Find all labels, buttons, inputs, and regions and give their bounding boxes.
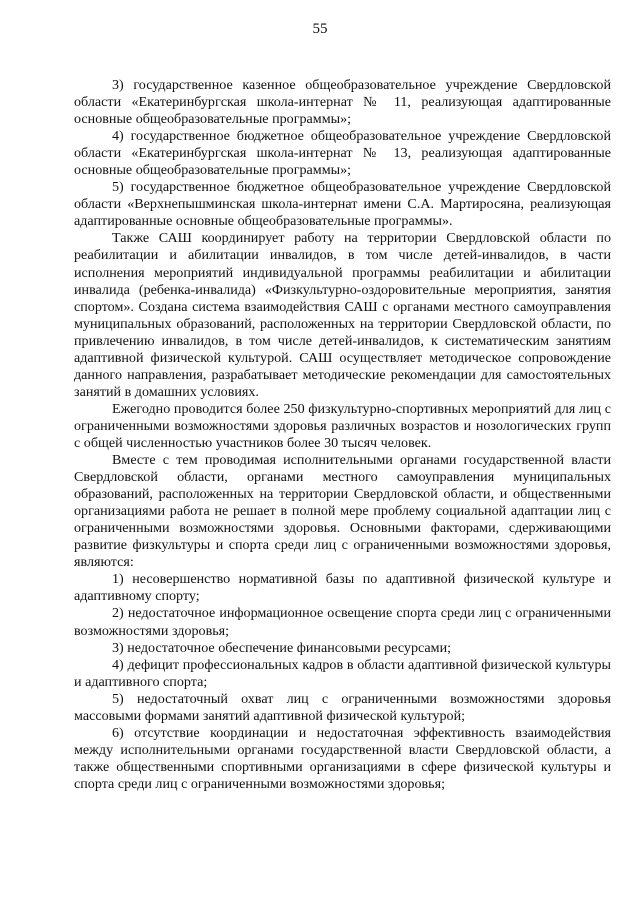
body-text [74,77,611,793]
factor-item-5: 5) недостаточный охват лиц с ограниченными возможностями здоровья массовыми формами занятий адаптивной физической культурой; [74,690,611,724]
page-number: 55 [312,21,328,37]
paragraph-annual-events: Ежегодно проводится более 250 физкультурно-спортивных мероприятий для лиц с ограниченными возможностями здоровья различных возрастов и нозологических групп с общей численностью участников более 30 тысяч человек. [74,400,611,451]
factor-item-1: 1) несовершенство нормативной базы по адаптивной физической культуре и адаптивному спорту; [74,571,611,605]
paragraph-item-3: 3) государственное казенное общеобразовательное учреждение Свердловской области «Екатеринбургская школа-интернат № 11, реализующая адаптированные основные общеобразовательные программы»; [74,77,611,128]
factor-item-3: 3) недостаточное обеспечение финансовыми ресурсами; [112,639,452,656]
paragraph-item-4: 4) государственное бюджетное общеобразовательное учреждение Свердловской области «Екатеринбургская школа-интернат № 13, реализующая адаптированные основные общеобразовательные программы»; [74,128,611,179]
paragraph-problems-intro: Вместе с тем проводимая исполнительными органами государственной власти Свердловской области, органами местного самоуправления муниципальных образований, расположенных на территории Свердловской области, и общественными организациями работа не решает в полной мере проблему социальной адаптации лиц с ограниченными возможностями здоровья. Основными факторами, сдерживающими развитие физкультуры и спорта среди лиц с ограниченными возможностями здоровья, являются: [74,452,611,571]
factor-item-4: 4) дефицит профессиональных кадров в области адаптивной физической культуры и адаптивного спорта; [74,656,611,690]
paragraph-sash-coordination: Также САШ координирует работу на территории Свердловской области по реабилитации и абилитации инвалидов, в том числе детей-инвалидов, в части исполнения мероприятий индивидуальной программы реабилитации и абилитации инвалида (ребенка-инвалида) «Физкультурно-оздоровительные мероприятия, занятия спортом». Создана система взаимодействия САШ с органами местного самоуправления муниципальных образований, расположенных на территории Свердловской области, по привлечению инвалидов, в том числе детей-инвалидов, к систематическим занятиям адаптивной физической культурой. САШ осуществляет методическое сопровождение данного направления, разрабатывает методические рекомендации для самостоятельных занятий в домашних условиях. [74,230,611,400]
paragraph-item-5: 5) государственное бюджетное общеобразовательное учреждение Свердловской области «Верхнепышминская школа-интернат имени С.А. Мартиросяна, реализующая адаптированные основные общеобразовательные программы». [74,179,611,230]
factor-item-6: 6) отсутствие координации и недостаточная эффективность взаимодействия между исполнительными органами государственной власти Свердловской области, а также общественными спортивными организациями в сфере физической культуры и спорта среди лиц с ограниченными возможностями здоровья; [74,724,611,792]
factor-item-2: 2) недостаточное информационное освещение спорта среди лиц с ограниченными возможностями здоровья; [74,605,611,639]
